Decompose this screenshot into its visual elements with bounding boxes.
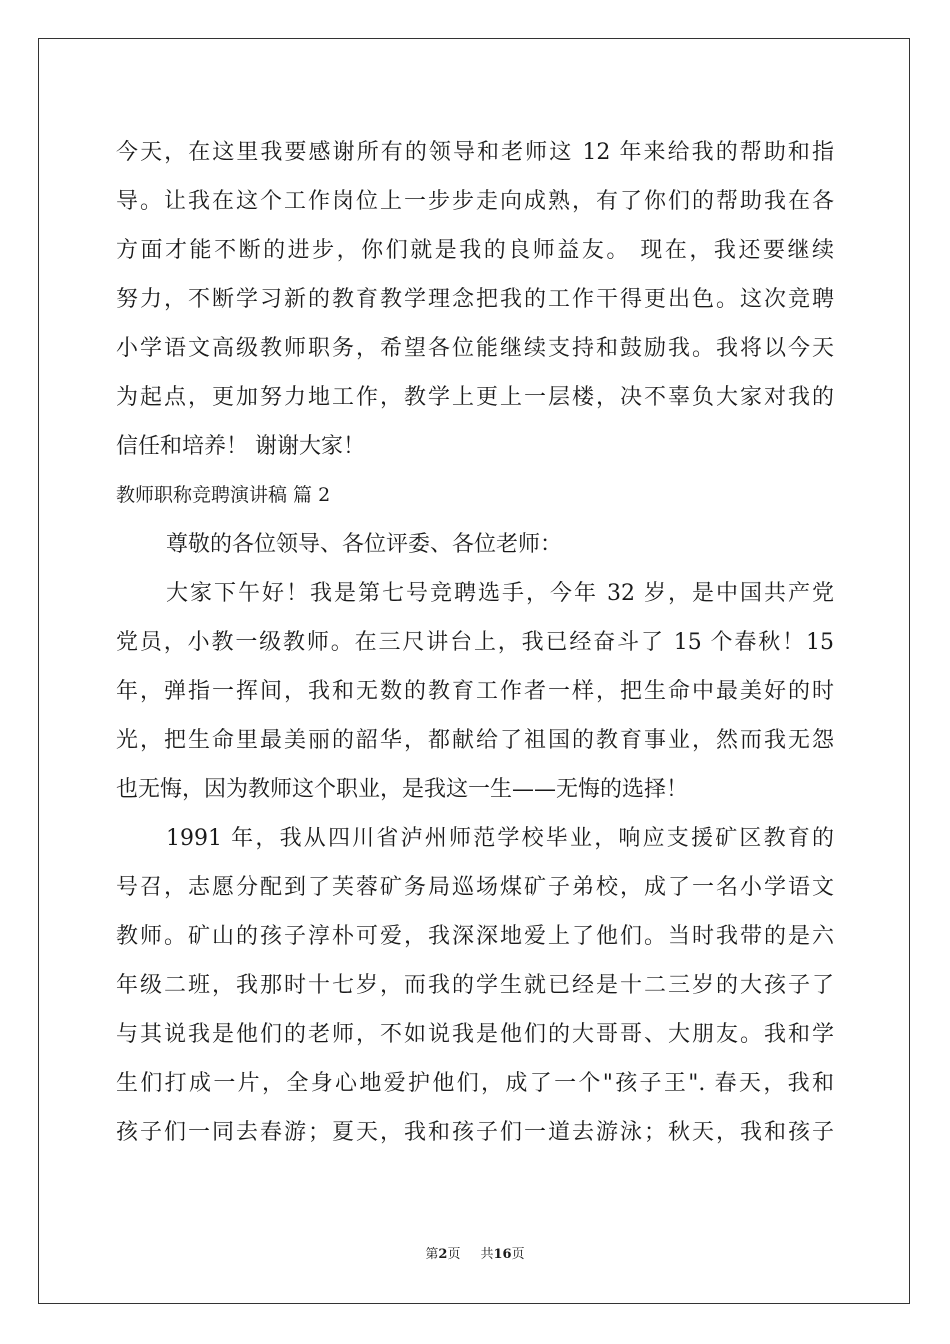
text-line: 1991 年，我从四川省泸州师范学校毕业，响应支援矿区教育的: [166, 826, 834, 851]
text-line: 为起点，更加努力地工作，教学上更上一层楼，决不辜负大家对我的: [116, 385, 834, 410]
salutation: 尊敬的各位领导、各位评委、各位老师：: [166, 532, 563, 557]
section-heading: 教师职称竞聘演讲稿 篇 2: [116, 484, 331, 506]
total-pages: 16: [493, 1247, 512, 1262]
text-line: 小学语文高级教师职务，希望各位能继续支持和鼓励我。我将以今天: [116, 336, 834, 361]
text-line: 信任和培养！ 谢谢大家！: [116, 434, 365, 459]
paragraph-1: [116, 128, 834, 471]
text-line: 导。让我在这个工作岗位上一步步走向成熟，有了你们的帮助我在各: [116, 189, 834, 214]
text-line: 努力，不断学习新的教育教学理念把我的工作干得更出色。这次竞聘: [116, 287, 834, 312]
page-number: 2: [438, 1247, 448, 1262]
text-line: 孩子们一同去春游；夏天，我和孩子们一道去游泳；秋天，我和孩子: [116, 1120, 834, 1145]
text-line: 光，把生命里最美丽的韶华，都献给了祖国的教育事业，然而我无怨: [116, 728, 834, 753]
text-line: 生们打成一片，全身心地爱护他们，成了一个"孩子王". 春天，我和: [116, 1071, 834, 1096]
document-body: [116, 128, 834, 1157]
paragraph-2: [116, 569, 834, 814]
page-prefix: 第: [425, 1247, 439, 1262]
text-line: 方面才能不断的进步，你们就是我的良师益友。 现在，我还要继续: [116, 238, 834, 263]
text-line: 也无悔，因为教师这个职业，是我这一生——无悔的选择！: [116, 777, 689, 802]
text-line: 教师。矿山的孩子淳朴可爱，我深深地爱上了他们。当时我带的是六: [116, 924, 834, 949]
text-line: 年级二班，我那时十七岁，而我的学生就已经是十二三岁的大孩子了: [116, 973, 834, 998]
page-suffix: 页: [447, 1247, 461, 1262]
text-line: 号召，志愿分配到了芙蓉矿务局巡场煤矿子弟校，成了一名小学语文: [116, 875, 834, 900]
text-line: 年，弹指一挥间，我和无数的教育工作者一样，把生命中最美好的时: [116, 679, 834, 704]
text-line: 与其说我是他们的老师，不如说我是他们的大哥哥、大朋友。我和学: [116, 1022, 834, 1047]
total-suffix: 页: [511, 1247, 525, 1262]
paragraph-3: [116, 814, 834, 1157]
text-line: 党员，小教一级教师。在三尺讲台上，我已经奋斗了 15 个春秋！15: [116, 630, 834, 655]
text-line: 大家下午好！我是第七号竞聘选手，今年 32 岁，是中国共产党: [166, 581, 834, 606]
text-line: 今天，在这里我要感谢所有的领导和老师这 12 年来给我的帮助和指: [116, 140, 834, 165]
total-prefix: 共: [480, 1247, 494, 1262]
page-footer: [0, 1247, 950, 1263]
